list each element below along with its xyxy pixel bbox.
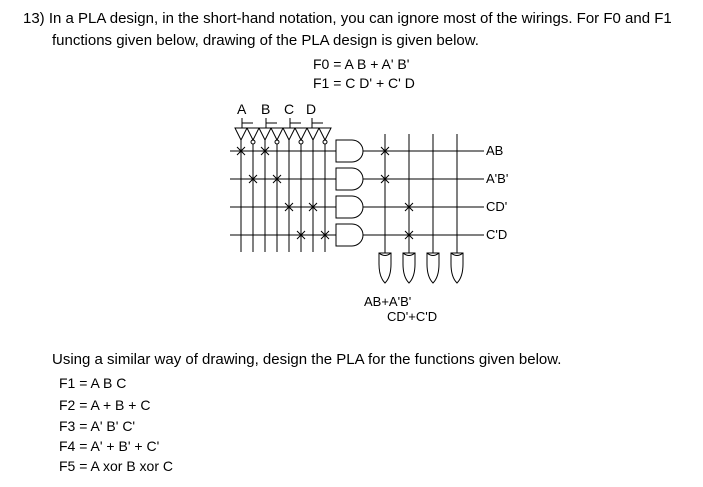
given-function-f0: F0 = A B + A' B' [313,56,410,72]
function-f4: F4 = A' + B' + C' [59,438,160,454]
question-text-1: In a PLA design, in the short-hand notation, you can ignore most of the wirings. For F0 and F1 [48,10,672,27]
question-number: 13) [23,10,45,27]
output-label-f0: AB+A'B' [364,294,412,309]
input-label-c: C [284,101,295,117]
input-label-a: A [237,101,247,117]
product-term-label-2: A'B' [486,171,509,186]
instruction-text: Using a similar way of drawing, design the PLA for the functions given below. [52,351,562,368]
function-f3: F3 = A' B' C' [59,418,136,434]
product-term-label-4: C'D [486,227,508,242]
product-term-label-3: CD' [486,199,508,214]
input-label-d: D [306,101,317,117]
function-f1: F1 = A B C [59,375,127,391]
question-line-2: functions given below, drawing of the PLA design is given below. [52,32,479,49]
output-label-f1: CD'+C'D [387,309,438,324]
function-f5: F5 = A xor B xor C [59,458,173,474]
function-f2: F2 = A + B + C [59,397,151,413]
given-function-f1: F1 = C D' + C' D [313,75,415,91]
product-term-label-1: AB [486,143,504,158]
input-label-b: B [261,101,271,117]
